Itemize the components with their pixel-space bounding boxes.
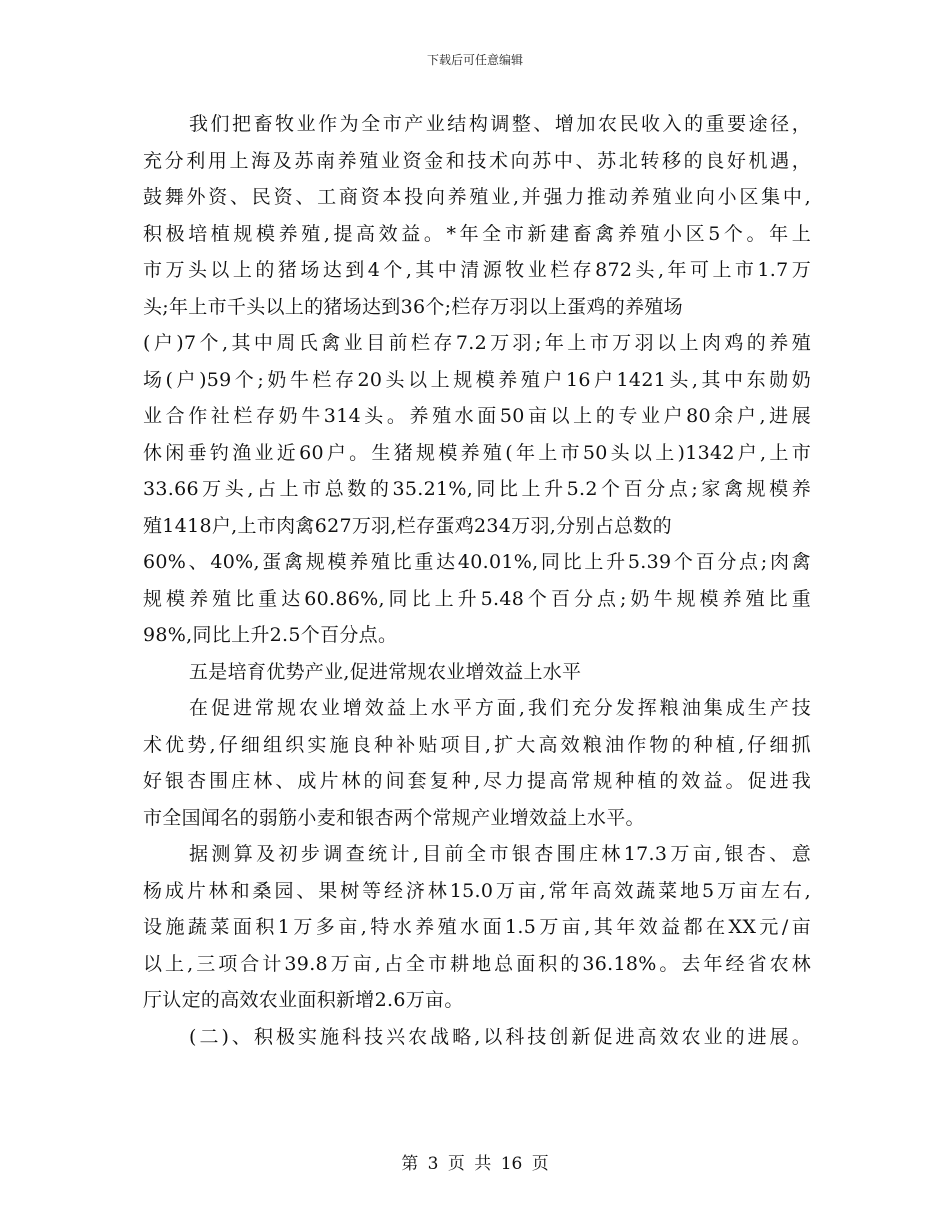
text-line: 我们把畜牧业作为全市产业结构调整、增加农民收入的重要途径， [189, 113, 811, 135]
text-line: 以上,三项合计39.8万亩,占全市耕地总面积的36.18%。去年经省农林 [143, 952, 811, 975]
text-line: 五是培育优势产业,促进常规农业增效益上水平 [189, 660, 582, 683]
text-line: 殖1418户,上市肉禽627万羽,栏存蛋鸡234万羽,分别占总数的 [143, 514, 672, 537]
text-line: 规模养殖比重达60.86%,同比上升5.48个百分点;奶牛规模养殖比重 [143, 587, 811, 610]
text-line: 60%、40%,蛋禽规模养殖比重达40.01%,同比上升5.39个百分点;肉禽 [143, 551, 811, 573]
text-line: 业合作社栏存奶牛314头。养殖水面50亩以上的专业户80余户,进展 [143, 405, 811, 427]
text-line: 休闲垂钓渔业近60户。生猪规模养殖(年上市50头以上)1342户,上市 [143, 441, 811, 464]
page-header: 下载后可任意编辑 [426, 53, 523, 67]
page-number-footer: 第 3 页 共 16 页 [401, 1154, 549, 1174]
text-line: 头;年上市千头以上的猪场达到36个;栏存万羽以上蛋鸡的养殖场 [143, 295, 683, 318]
text-line: (户)7个,其中周氏禽业目前栏存7.2万羽;年上市万羽以上肉鸡的养殖 [143, 332, 811, 354]
text-line: 术优势,仔细组织实施良种补贴项目,扩大高效粮油作物的种植,仔细抓 [143, 733, 811, 756]
text-line: 市全国闻名的弱筋小麦和银杏两个常规产业增效益上水平。 [143, 806, 645, 829]
text-line: 好银杏围庄林、成片林的间套复种,尽力提高常规种植的效益。促进我 [143, 770, 811, 792]
document-body [143, 106, 811, 1055]
text-line: 设施蔬菜面积1万多亩,特水养殖水面1.5万亩,其年效益都在XX元/亩 [143, 916, 811, 938]
text-line: 33.66万头,占上市总数的35.21%,同比上升5.2个百分点;家禽规模养 [143, 478, 811, 500]
text-line: 鼓舞外资、民资、工商资本投向养殖业,并强力推动养殖业向小区集中, [143, 186, 811, 208]
text-line: (二)、积极实施科技兴农战略,以科技创新促进高效农业的进展。 [189, 1025, 811, 1048]
text-line: 积极培植规模养殖,提高效益。*年全市新建畜禽养殖小区5个。年上 [143, 222, 811, 245]
text-line: 充分利用上海及苏南养殖业资金和技术向苏中、苏北转移的良好机遇， [143, 149, 811, 172]
text-line: 杨成片林和桑园、果树等经济林15.0万亩,常年高效蔬菜地5万亩左右, [143, 879, 811, 902]
text-line: 厅认定的高效农业面积新增2.6万亩。 [143, 989, 464, 1011]
text-line: 市万头以上的猪场达到4个,其中清源牧业栏存872头,年可上市1.7万 [143, 259, 811, 281]
text-line: 在促进常规农业增效益上水平方面,我们充分发挥粮油集成生产技 [189, 697, 811, 719]
text-line: 98%,同比上升2.5个百分点。 [143, 624, 398, 646]
text-line: 场(户)59个;奶牛栏存20头以上规模养殖户16户1421头,其中东勋奶 [143, 368, 811, 391]
text-line: 据测算及初步调查统计,目前全市银杏围庄林17.3万亩,银杏、意 [189, 843, 811, 865]
